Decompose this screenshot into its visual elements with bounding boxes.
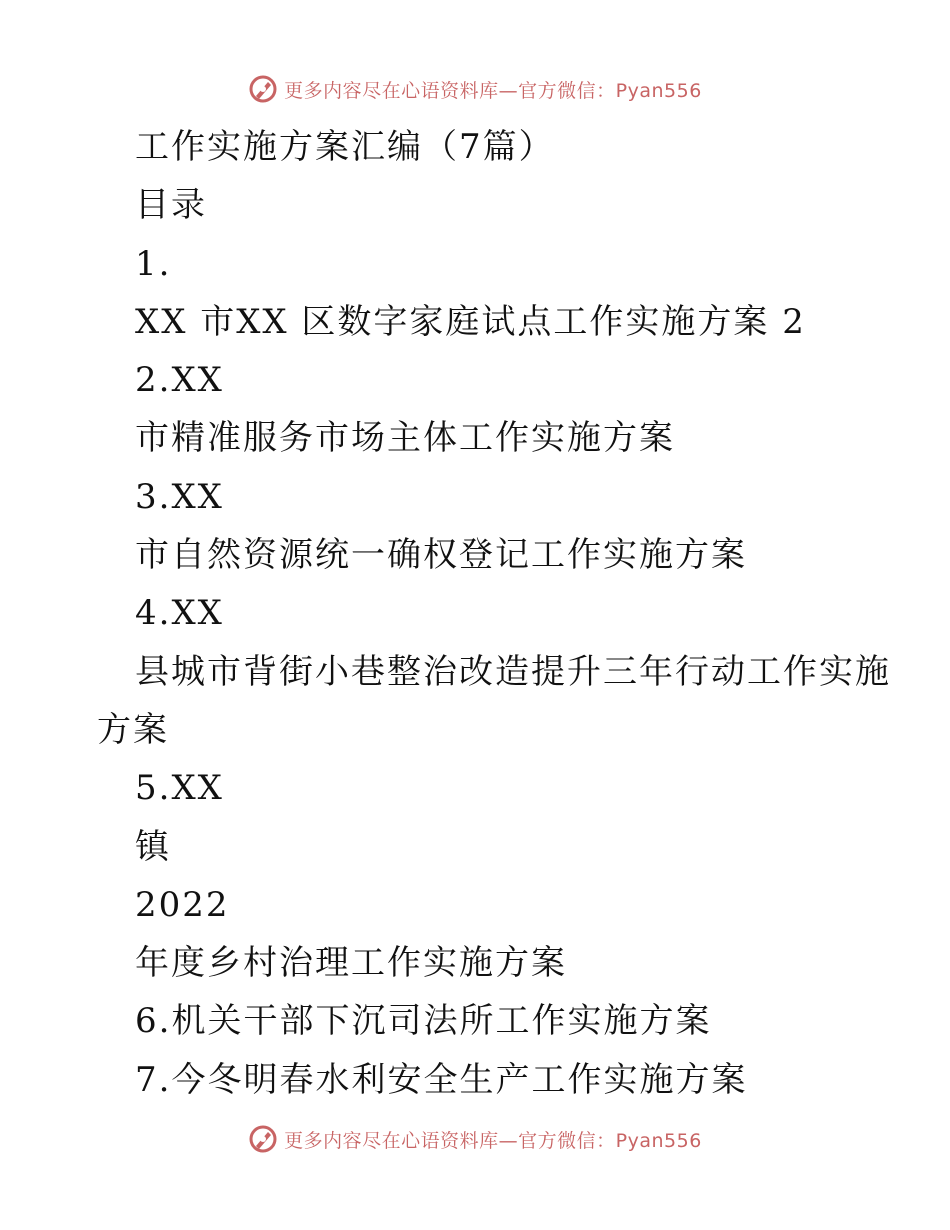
toc-line: 7.今冬明春水利安全生产工作实施方案 [135, 1059, 748, 1100]
toc-line: 方案 [97, 709, 169, 750]
toc-line: 1. [135, 243, 172, 284]
toc-heading: 目录 [135, 185, 207, 226]
watermark-text: 更多内容尽在心语资料库—官方微信：Pyan556 [284, 79, 702, 102]
pen-logo-icon [248, 1124, 278, 1154]
toc-line: 县城市背街小巷整治改造提升三年行动工作实施 [135, 651, 891, 692]
footer-watermark [0, 1124, 950, 1154]
document-title: 工作实施方案汇编（7篇） [135, 127, 555, 167]
toc-line: XX 市XX 区数字家庭试点工作实施方案 2 [135, 301, 806, 342]
toc-line: 市自然资源统一确权登记工作实施方案 [135, 535, 747, 576]
toc-line: 年度乡村治理工作实施方案 [135, 943, 567, 984]
toc-line: 5.XX [135, 768, 224, 809]
header-watermark [0, 74, 950, 104]
toc-line: 4.XX [135, 593, 224, 634]
toc-line: 2.XX [135, 360, 224, 401]
toc-line: 镇 [135, 826, 171, 867]
pen-logo-icon [248, 74, 278, 104]
toc-line: 市精准服务市场主体工作实施方案 [135, 418, 675, 459]
toc-line: 6.机关干部下沉司法所工作实施方案 [135, 1001, 712, 1042]
watermark-text: 更多内容尽在心语资料库—官方微信：Pyan556 [284, 1129, 702, 1152]
document-body [0, 118, 950, 1109]
toc-line: 2022 [135, 884, 230, 925]
toc-line: 3.XX [135, 476, 224, 517]
